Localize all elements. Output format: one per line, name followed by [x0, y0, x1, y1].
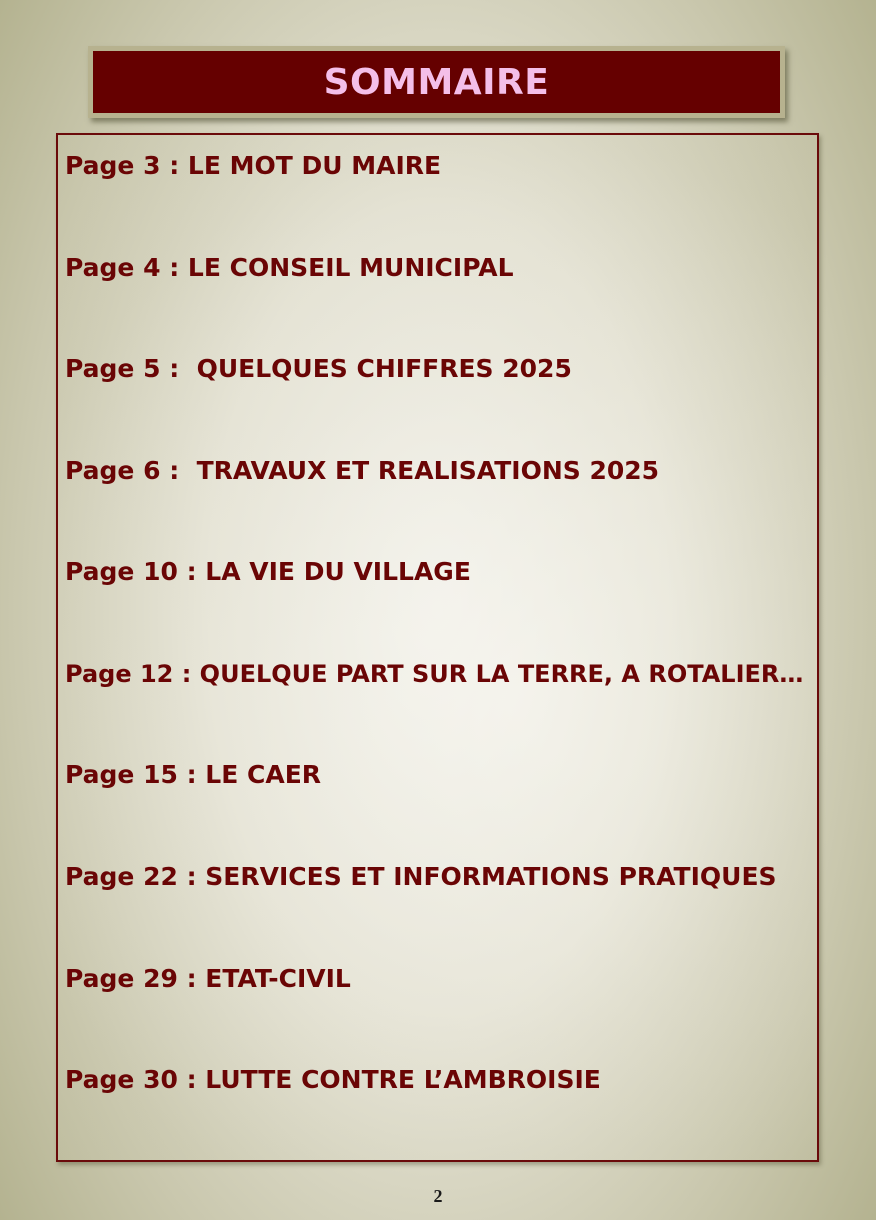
toc-entry-separator: : — [177, 1065, 206, 1094]
toc-entry — [65, 552, 471, 592]
toc-entry-label: LE CONSEIL MUNICIPAL — [187, 253, 514, 282]
toc-entry-page: Page 29 — [65, 964, 178, 993]
toc-entry-label: LA VIE DU VILLAGE — [205, 557, 471, 586]
toc-entry — [65, 1060, 601, 1100]
toc-entry-page: Page 22 — [65, 862, 178, 891]
toc-entry-separator: : — [177, 557, 206, 586]
toc-entry-page: Page 12 — [65, 660, 174, 688]
toc-entry-page: Page 5 — [65, 354, 161, 383]
toc-entry-label: QUELQUE PART SUR LA TERRE, A ROTALIER… — [199, 660, 804, 688]
toc-entry — [65, 959, 351, 999]
toc-entry-separator: : — [177, 760, 206, 789]
toc-entry-separator: : — [173, 660, 200, 688]
toc-entry-label: ETAT-CIVIL — [205, 964, 351, 993]
toc-entry-label: TRAVAUX ET REALISATIONS 2025 — [196, 456, 660, 485]
toc-entry-label: LE MOT DU MAIRE — [187, 151, 442, 180]
toc-entry-page: Page 15 — [65, 760, 178, 789]
toc-entry-separator: : — [160, 151, 188, 180]
toc-entry — [65, 654, 803, 694]
toc-entry-separator: : — [177, 862, 206, 891]
toc-entry-label: LE CAER — [205, 760, 322, 789]
page-number: 2 — [433, 1186, 443, 1206]
toc-entry-separator: : — [160, 456, 197, 485]
toc-entry-separator: : — [160, 253, 188, 282]
toc-entry-page: Page 4 — [65, 253, 161, 282]
toc-entry-page: Page 30 — [65, 1065, 178, 1094]
toc-entry-separator: : — [160, 354, 197, 383]
page-title: SOMMAIRE — [323, 61, 550, 103]
toc-entry — [65, 755, 321, 795]
toc-entry — [65, 857, 777, 897]
table-of-contents — [56, 133, 819, 1162]
toc-entry — [65, 248, 514, 288]
toc-entry-page: Page 3 — [65, 151, 161, 180]
toc-entry-page: Page 6 — [65, 456, 161, 485]
toc-entry-label: LUTTE CONTRE L’AMBROISIE — [205, 1065, 601, 1094]
toc-entry — [65, 451, 659, 491]
toc-entry-label: QUELQUES CHIFFRES 2025 — [196, 354, 572, 383]
toc-entry-page: Page 10 — [65, 557, 178, 586]
toc-entry — [65, 146, 441, 186]
title-banner — [88, 46, 785, 118]
toc-entry-separator: : — [177, 964, 206, 993]
toc-entry-label: SERVICES ET INFORMATIONS PRATIQUES — [205, 862, 777, 891]
toc-entry — [65, 349, 572, 389]
